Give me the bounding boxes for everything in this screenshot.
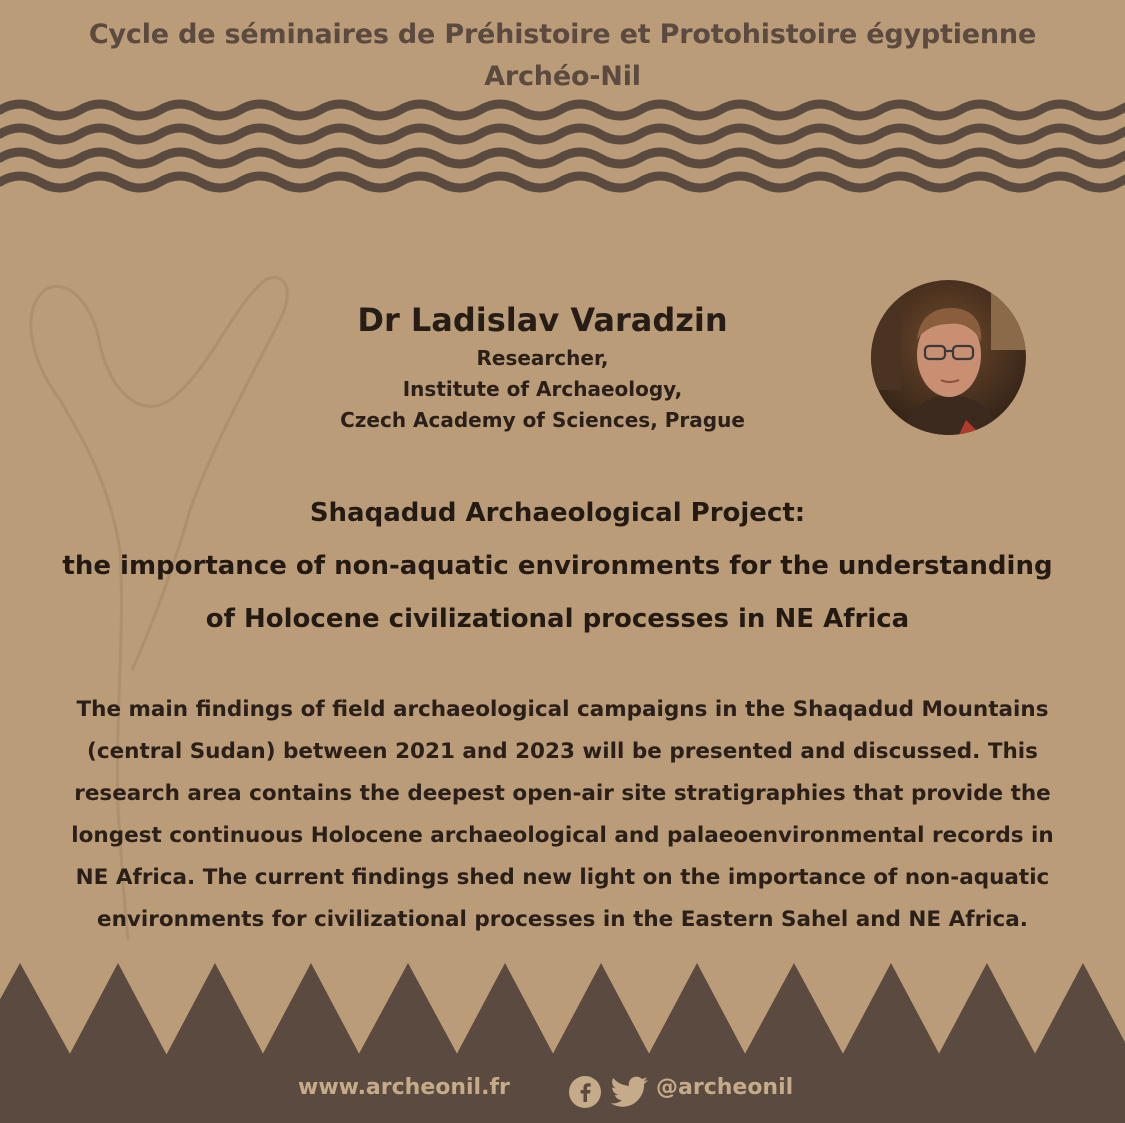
wave-line xyxy=(0,176,1125,188)
mountain-peak xyxy=(65,963,171,1063)
header xyxy=(0,14,1125,98)
mountain-peak xyxy=(740,963,848,1063)
speaker-institute: Institute of Archaeology, xyxy=(402,377,683,401)
mountain-peak xyxy=(934,963,1040,1063)
mountain-peak xyxy=(548,963,654,1063)
wave-line xyxy=(0,104,1125,116)
organization-name: Archéo-Nil xyxy=(484,61,641,92)
wave-decoration xyxy=(0,92,1125,207)
talk-title xyxy=(0,487,1115,646)
abstract-line: environments for civilizational processes in the Eastern Sahel and NE Africa. xyxy=(97,907,1028,932)
talk-title-line: the importance of non-aquatic environments for the understanding xyxy=(62,551,1053,581)
twitter-icon[interactable] xyxy=(610,1076,650,1112)
wave-line xyxy=(0,128,1125,140)
talk-title-line: Shaqadud Archaeological Project: xyxy=(309,498,806,528)
talk-title-line: of Holocene civilizational processes in NE Africa xyxy=(205,604,910,634)
facebook-icon[interactable] xyxy=(568,1075,602,1113)
abstract-line: research area contains the deepest open-air site stratigraphies that provide the xyxy=(74,781,1051,806)
abstract xyxy=(20,689,1105,941)
speaker-block xyxy=(290,297,795,436)
mountain-peak xyxy=(1030,963,1125,1063)
speaker-name: Dr Ladislav Varadzin xyxy=(357,301,728,339)
footer xyxy=(0,1060,1125,1123)
mountain-decoration xyxy=(0,960,1125,1063)
abstract-line: The main findings of field archaeological campaigns in the Shaqadud Mountains xyxy=(76,697,1049,722)
mountain-peak xyxy=(838,963,944,1063)
speaker-academy: Czech Academy of Sciences, Prague xyxy=(340,408,745,432)
series-title: Cycle de séminaires de Préhistoire et Protohistoire égyptienne xyxy=(88,19,1037,50)
website-link[interactable]: www.archeonil.fr xyxy=(298,1075,510,1100)
mountain-peak xyxy=(452,963,558,1063)
abstract-line: longest continuous Holocene archaeological and palaeoenvironmental records in xyxy=(71,823,1054,848)
mountain-peak xyxy=(644,963,750,1063)
mountain-peak xyxy=(258,963,364,1063)
mountain-peak xyxy=(162,963,268,1063)
mountain-peak xyxy=(0,963,75,1063)
speaker-photo xyxy=(871,280,1026,435)
social-handle[interactable]: @archeonil xyxy=(656,1075,794,1100)
abstract-line: NE Africa. The current findings shed new light on the importance of non-aquatic xyxy=(75,865,1050,890)
abstract-line: (central Sudan) between 2021 and 2023 will be presented and discussed. This xyxy=(87,739,1038,764)
mountain-peak xyxy=(354,963,462,1063)
wave-line xyxy=(0,152,1125,164)
speaker-position: Researcher, xyxy=(476,346,609,370)
